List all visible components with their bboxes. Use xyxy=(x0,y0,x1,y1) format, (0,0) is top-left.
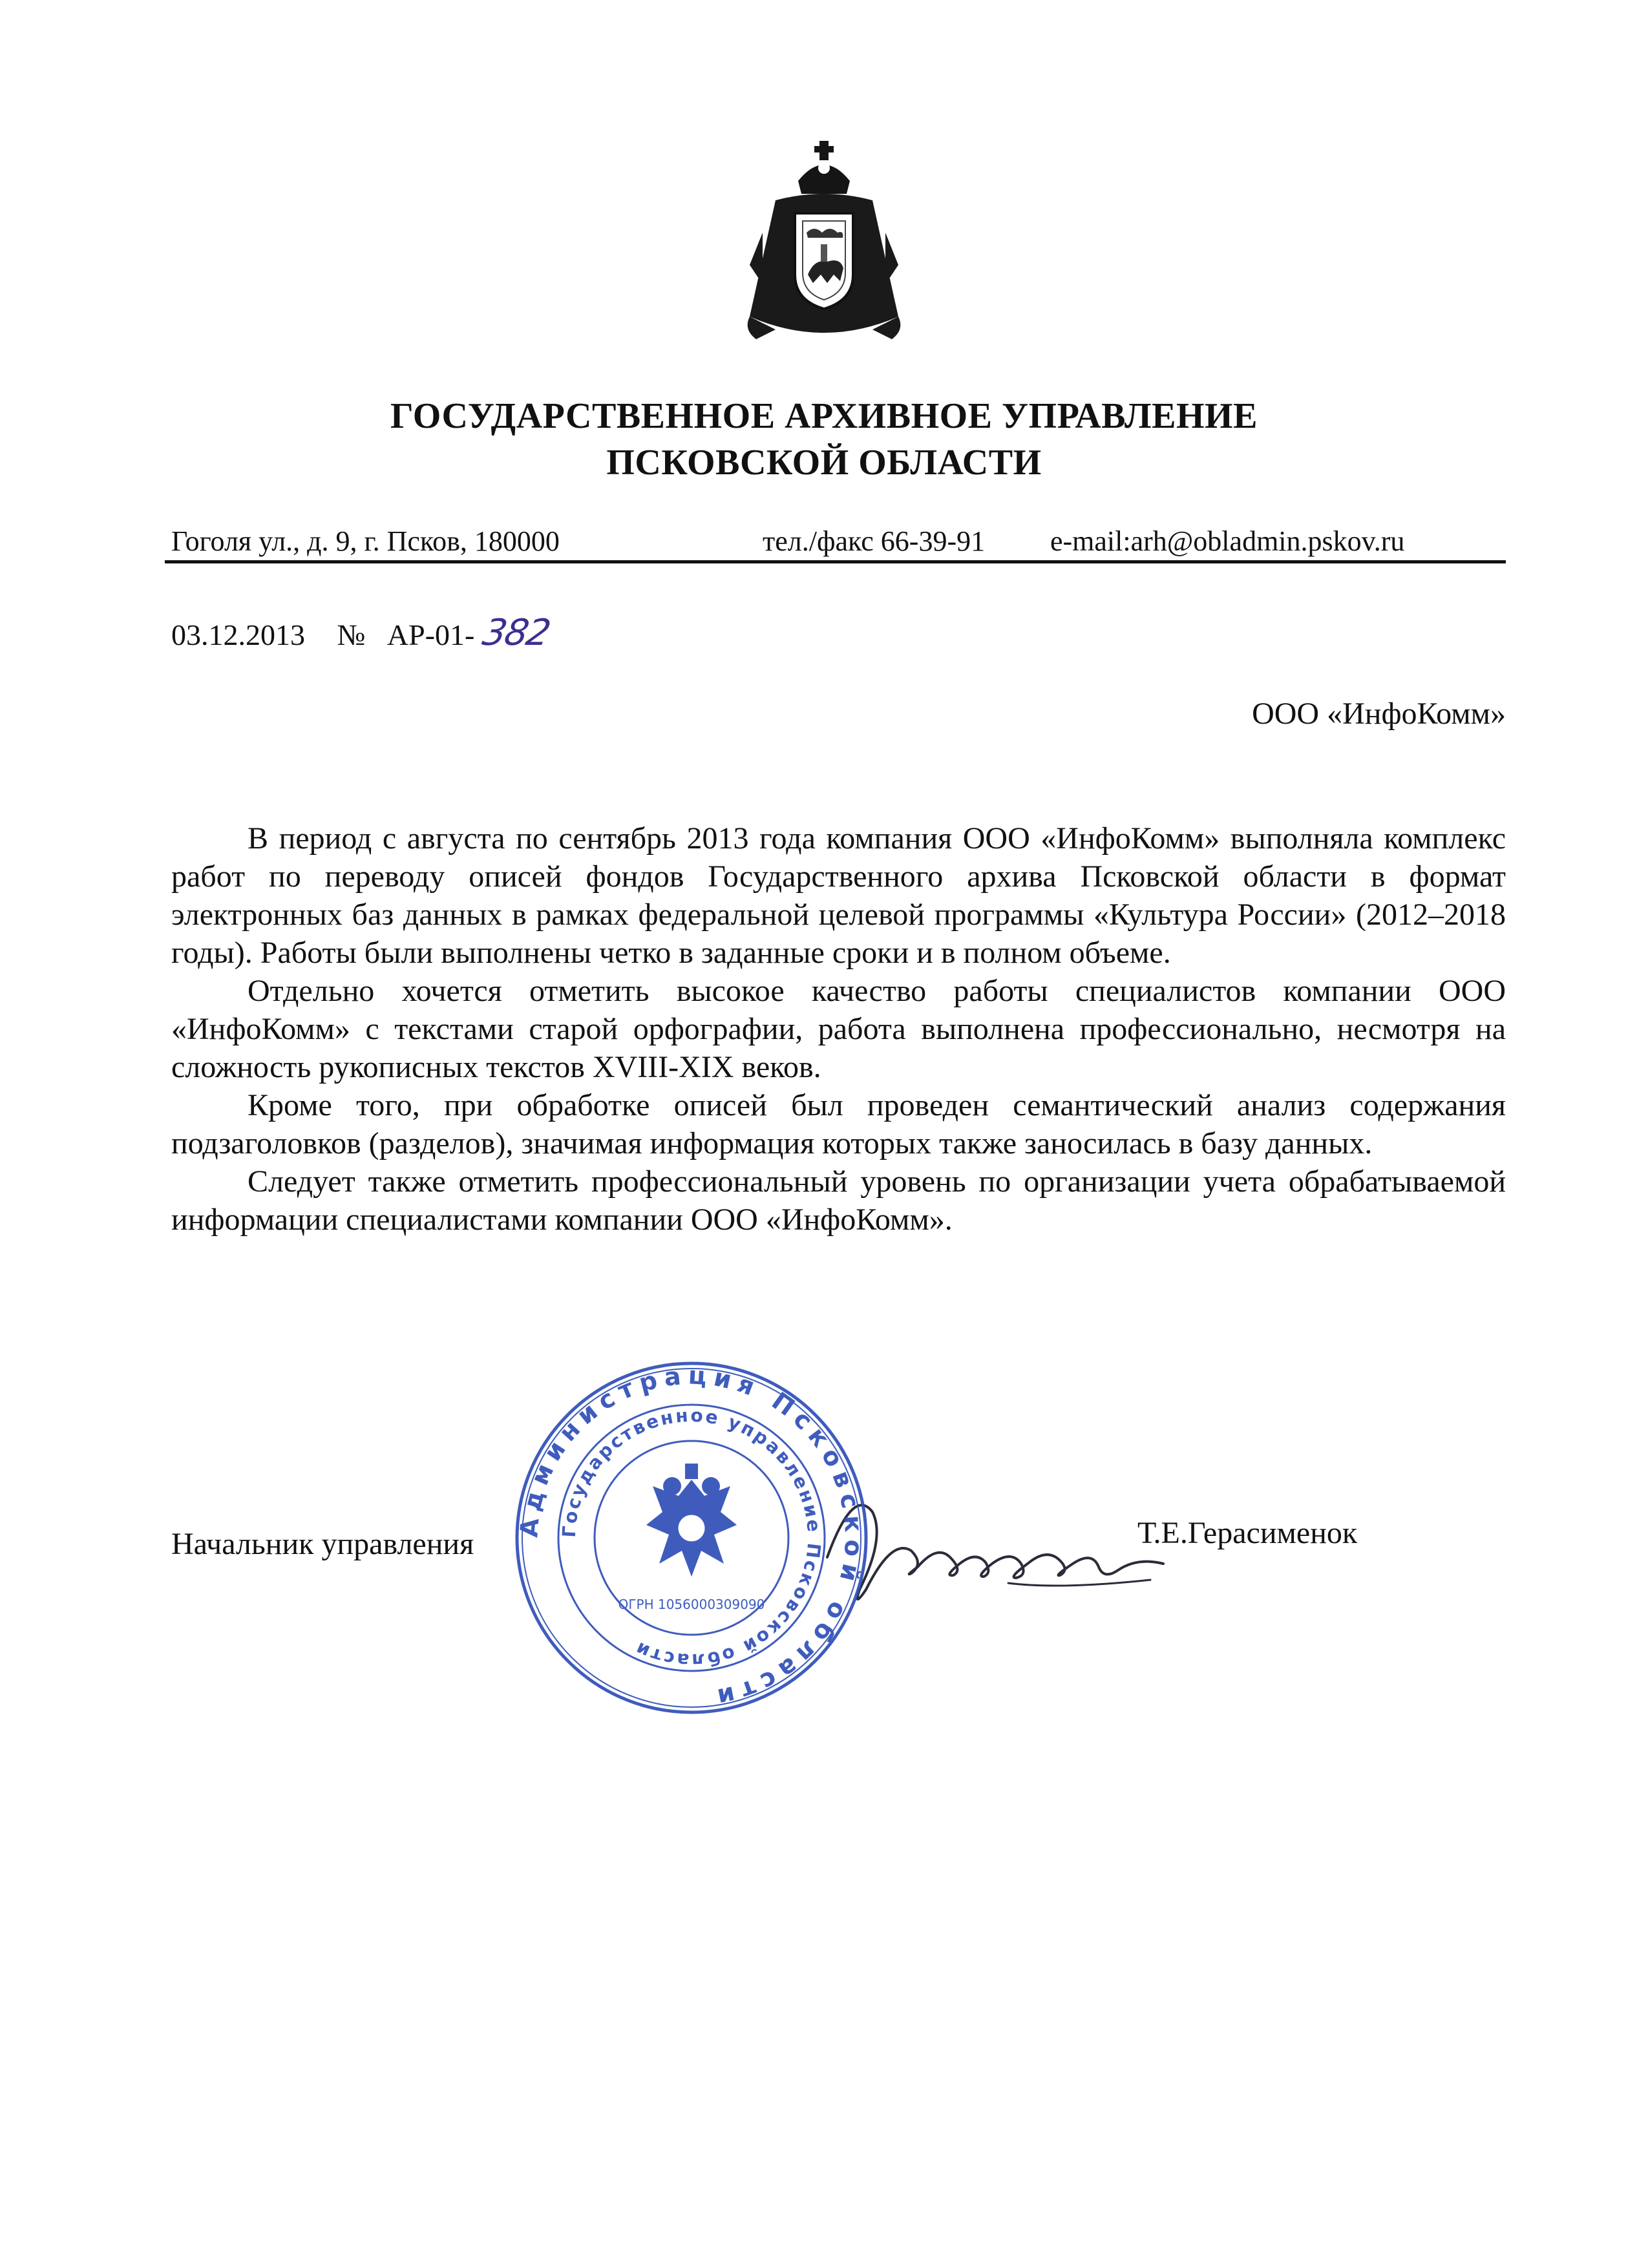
organization-address: Гоголя ул., д. 9, г. Псков, 180000 xyxy=(171,525,560,557)
seal-ogrn: ОГРН 1056000309090 xyxy=(618,1597,765,1612)
official-seal xyxy=(511,1357,872,1719)
reference-line xyxy=(171,612,553,655)
signer-name: Т.Е.Герасименок xyxy=(1137,1516,1358,1550)
coat-of-arms-icon xyxy=(737,136,911,349)
letter-number-handwritten: 382 xyxy=(479,612,553,654)
organization-name-line2: ПСКОВСКОЙ ОБЛАСТИ xyxy=(606,443,1042,483)
body-paragraph: Отдельно хочется отметить высокое качество работы специалистов компании ООО «ИнфоКомм» с текстами старой орфографии, работа выполнена профессионально, несмотря на сложность рукописных текстов XVIII-XIX веков. xyxy=(171,974,1506,1084)
organization-phone: тел./факс 66-39-91 xyxy=(763,525,986,557)
header-divider xyxy=(165,560,1506,563)
letter-date: 03.12.2013 xyxy=(171,618,305,651)
seal-outer-text: Администрация Псковской области xyxy=(514,1361,869,1714)
body-paragraph: В период с августа по сентябрь 2013 года компания ООО «ИнфоКомм» выполняла комплекс работ по переводу описей фондов Государственного архива Псковской области в формат электронных баз данных в рамках федеральной целевой программы «Культура России» (2012–2018 годы). Работы были выполнены четко в заданные сроки и в полном объеме. xyxy=(171,821,1506,970)
signer-position: Начальник управления xyxy=(171,1527,474,1561)
letter-body xyxy=(171,819,1506,1239)
body-paragraph: Следует также отметить профессиональный уровень по организации учета обрабатываемой информации специалистами компании ООО «ИнфоКомм». xyxy=(171,1164,1506,1237)
organization-name-line1: ГОСУДАРСТВЕННОЕ АРХИВНОЕ УПРАВЛЕНИЕ xyxy=(390,396,1258,436)
seal-inner-text: Государственное управление Псковской области xyxy=(558,1404,825,1672)
organization-email: e-mail:arh@obladmin.pskov.ru xyxy=(1050,525,1405,557)
body-paragraph: Кроме того, при обработке описей был проведен семантический анализ содержания подзаголовков (разделов), значимая информация которых также заносилась в базу данных. xyxy=(171,1088,1506,1160)
number-sign: № xyxy=(337,618,366,651)
addressee: ООО «ИнфоКомм» xyxy=(1252,697,1506,731)
letter-number-prefix: АР-01- xyxy=(386,618,475,651)
